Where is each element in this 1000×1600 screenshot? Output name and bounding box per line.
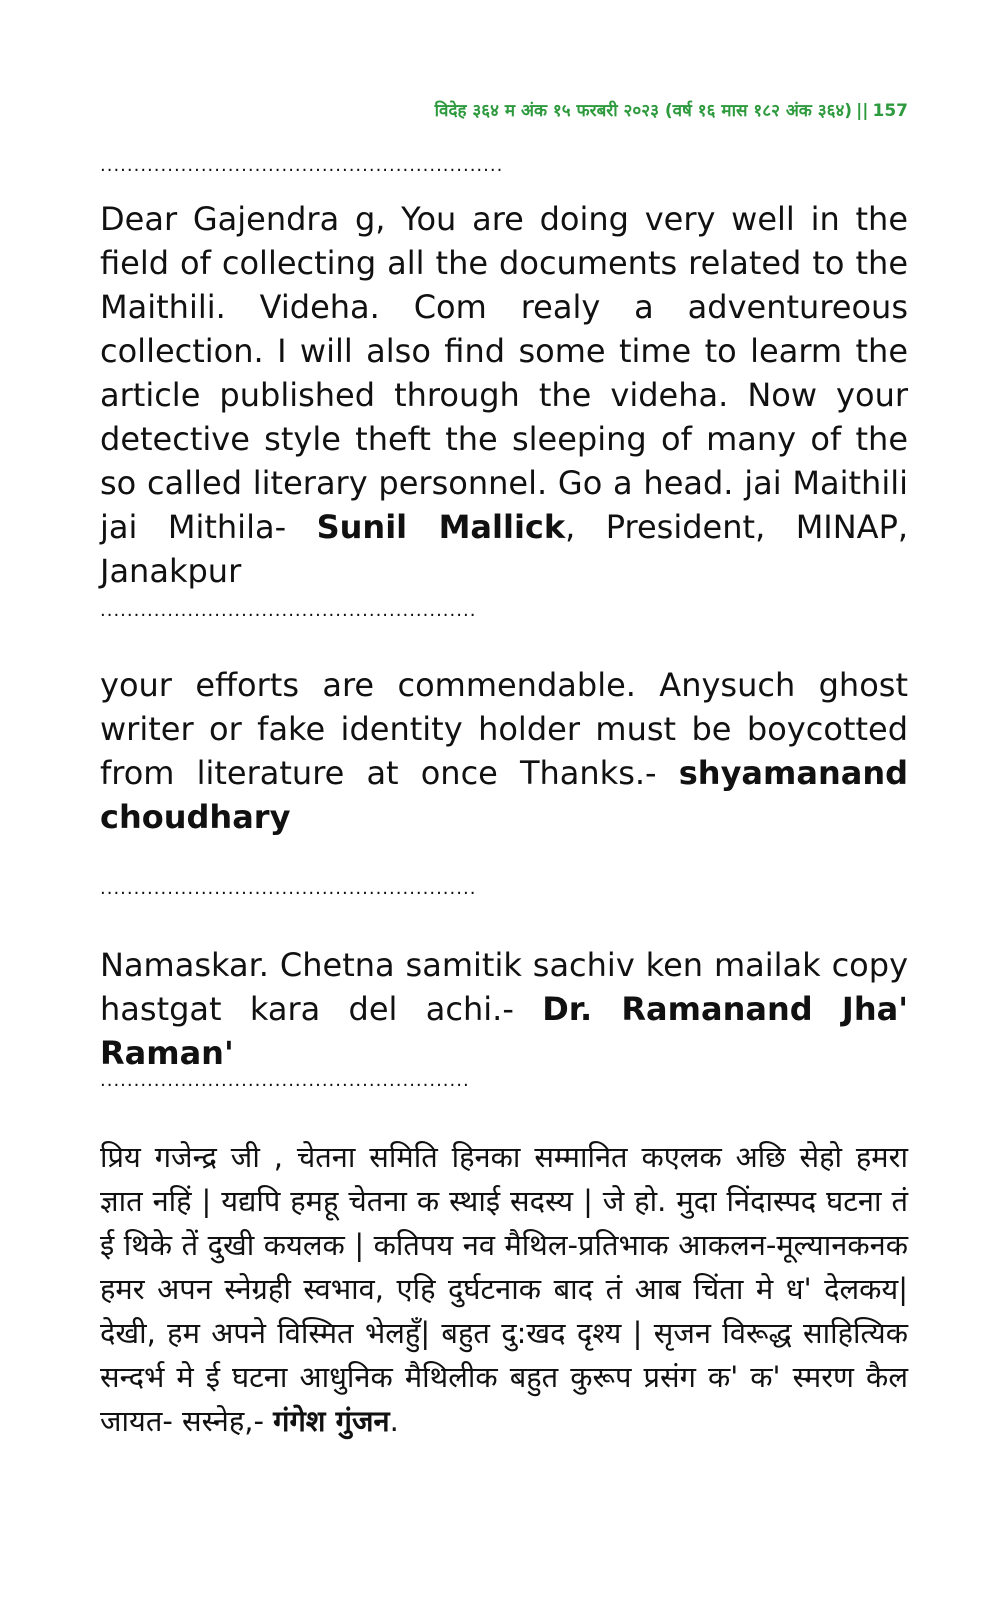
comment-text: Namaskar. Chetna samitik sachiv ken mailak copy hastgat kara del achi.- [100,946,908,1028]
header-separator: || [856,101,869,121]
dotted-separator: ........................................................ [100,878,477,899]
comment-author: shyamanand choudhary [100,754,909,836]
comment-text: प्रिय गजेन्द्र जी , चेतना समिति हिनका सम्मानित कएलक अछि सेहो हमरा ज्ञात नहिं | यद्यपि हमहू चेतना क स्थाई सदस्य | जे हो. मुदा निंदास्पद घटना तं ई थिके तें दुखी कयलक | कतिपय नव मैथिल-प्रतिभाक आकलन-मूल्यानकनक हमर अपन स्नेग्रही स्वभाव, एहि दुर्घटनाक बाद तं आब चिंता मे ध' देलकय| देखी, हम अपने विस्मित भेलहुँ| बहुत दु:खद दृश्य | सृजन विरूद्ध साहित्यिक सन्दर्भ मे ई घटना आधुनिक मैथिलीक बहुत कुरूप प्रसंग क' क' स्मरण कैल जायत- सस्नेह,- [100,1140,908,1438]
comment-author: Dr. Ramanand Jha' Raman' [100,990,909,1072]
dotted-separator: ............................................................ [100,155,504,176]
comment-text: Dear Gajendra g, You are doing very well in the field of collecting all the documents related to the Maithili. Videha. Com realy a adventureous collection. I will also find some time to learm the article published through the videha. Now your detective style theft the sleeping of many of the so called literary personnel. Go a head. jai Maithili jai Mithila- [100,200,908,546]
page-number: 157 [872,101,908,121]
comment-author: गंगेश गुंजन [273,1404,390,1438]
dotted-separator: ........................................................ [100,600,477,621]
header-journal: विदेह ३६४ म अंक १५ फरबरी २०२३ (वर्ष १६ मास १८२ अंक ३६४) [434,101,853,121]
comment-author: Sunil Mallick [316,508,566,546]
comment-sunil-mallick [100,197,908,593]
comment-ramanand-jha [100,943,908,1075]
comment-text: your efforts are commendable. Anysuch ghost writer or fake identity holder must be boycotted from literature at once Thanks.- [100,666,908,792]
running-header [435,98,908,121]
comment-shyamanand-choudhary [100,663,908,839]
dotted-separator: ....................................................... [100,1070,470,1091]
comment-suffix: . [389,1404,399,1438]
comment-gangesh-gunjan [100,1135,908,1443]
comment-suffix: , President, MINAP, Janakpur [100,508,909,590]
